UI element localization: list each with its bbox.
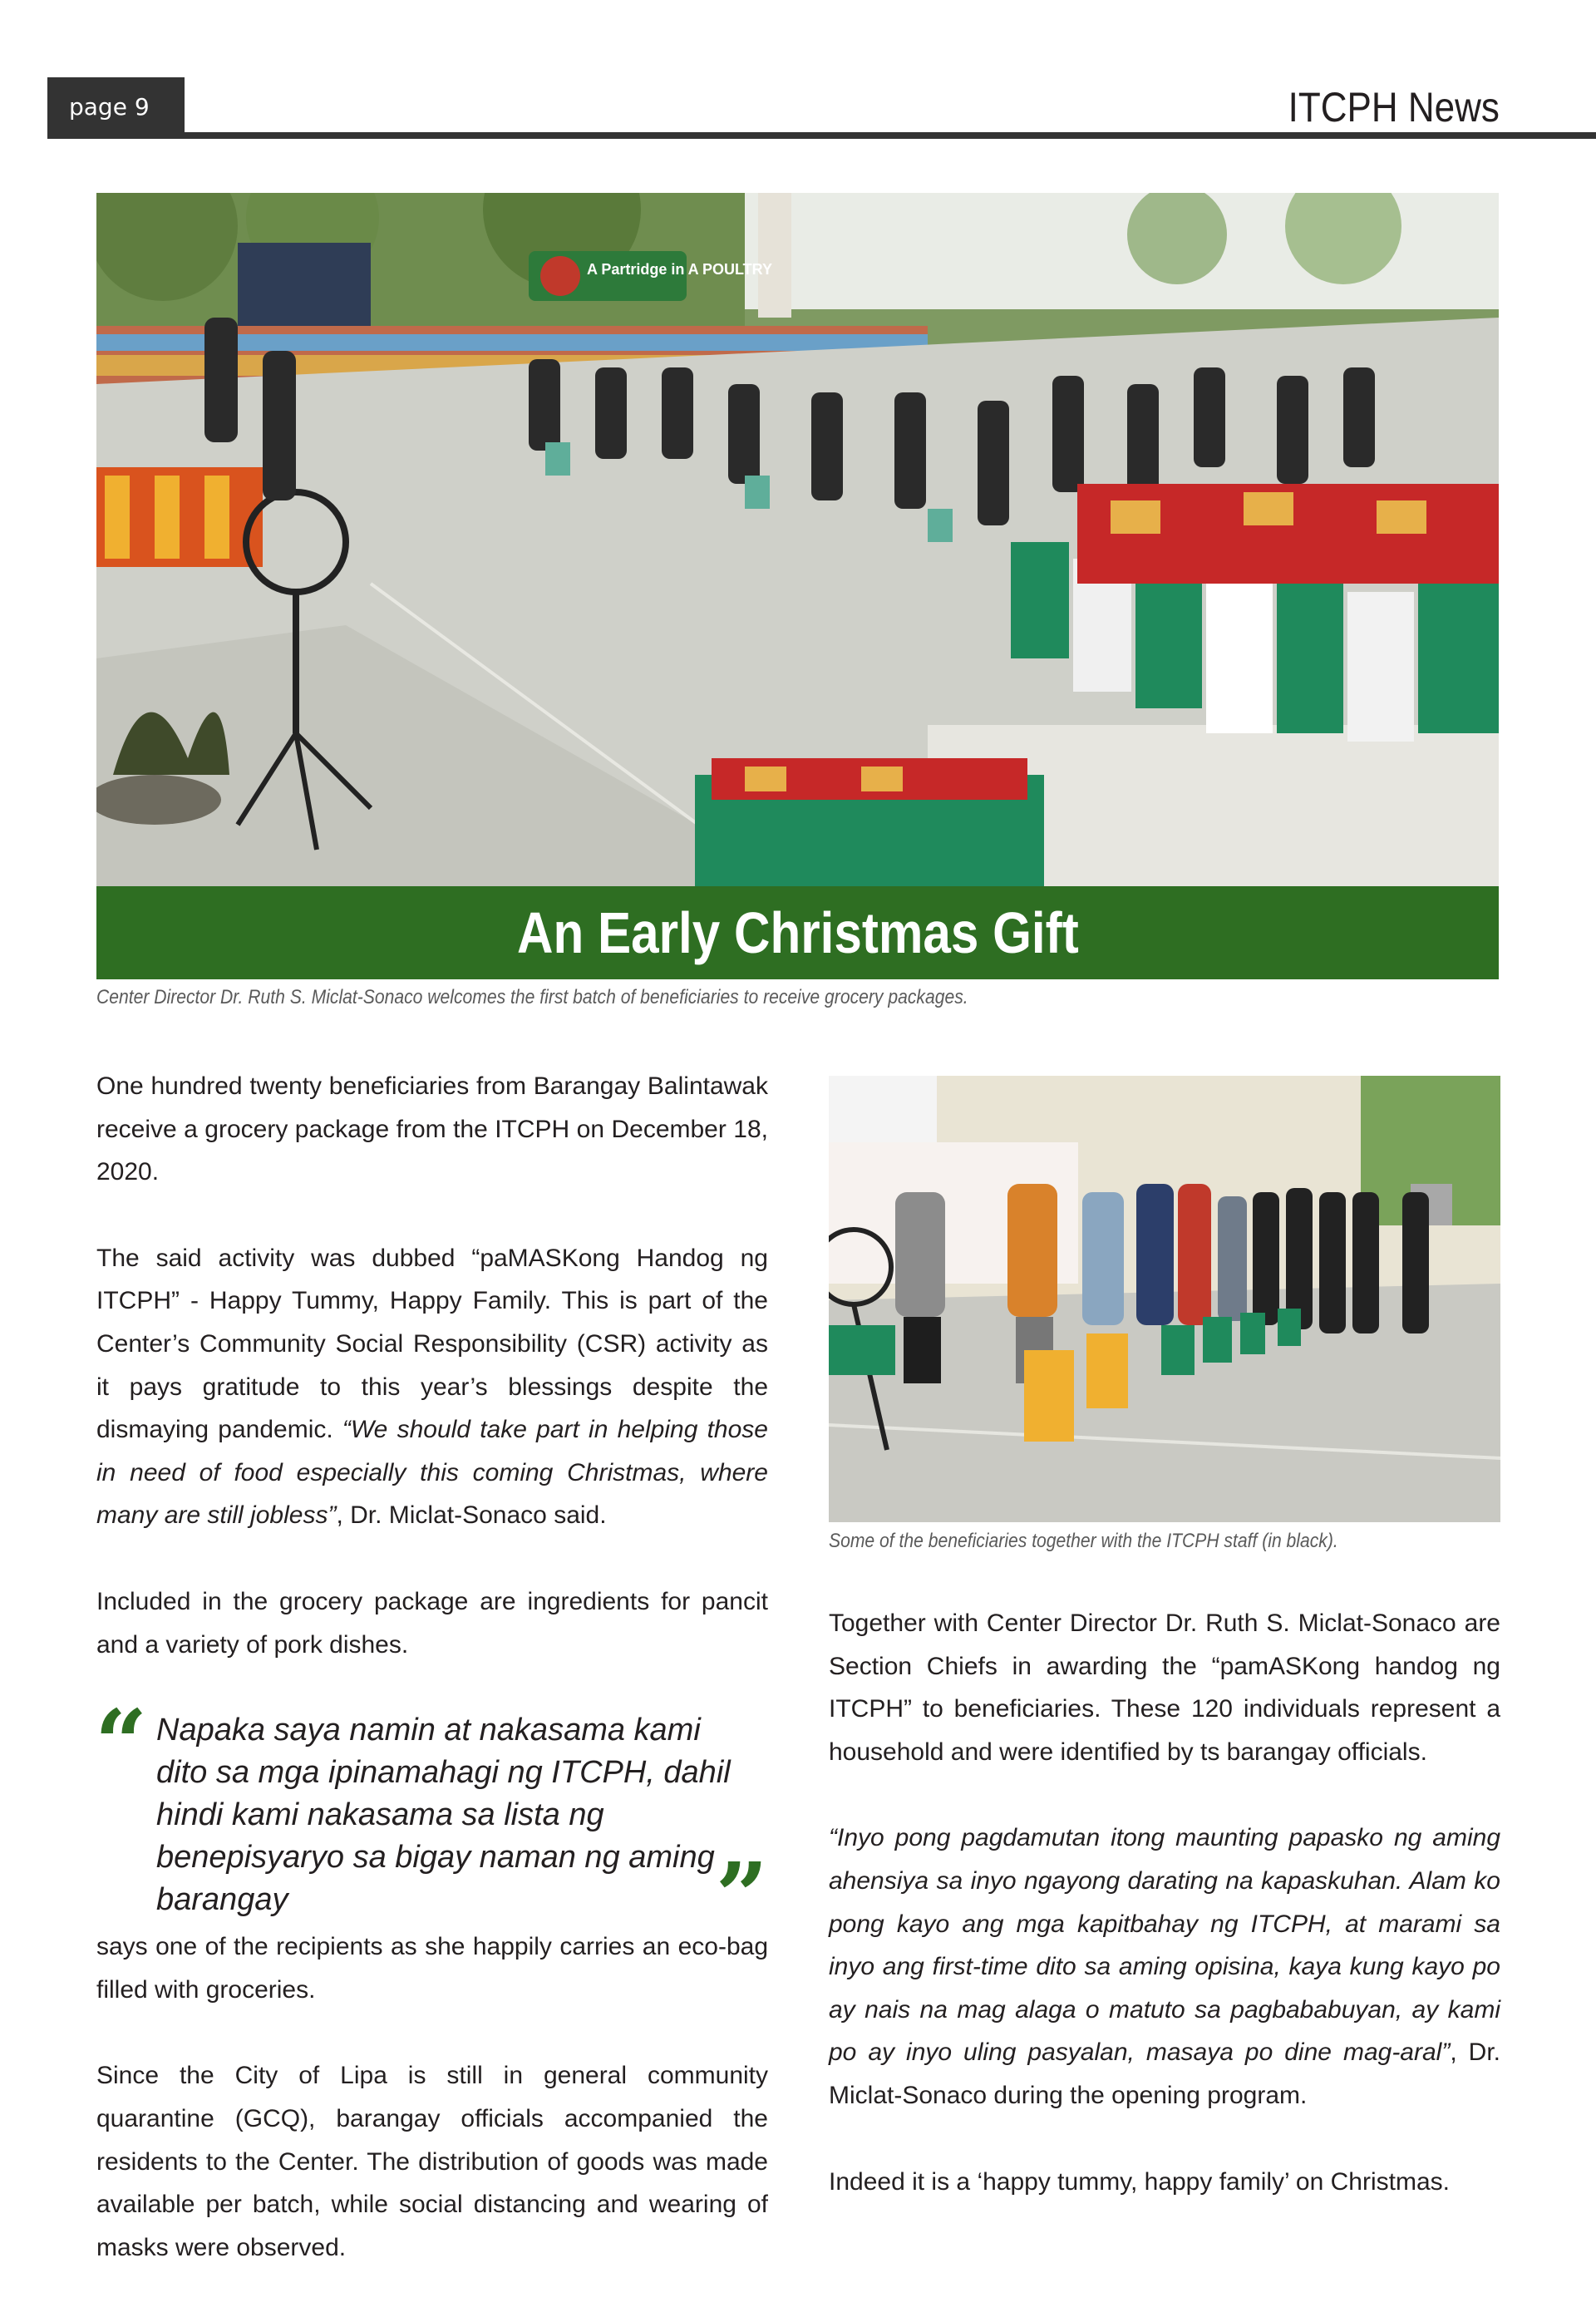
article-headline: An Early Christmas Gift bbox=[516, 900, 1079, 965]
paragraph-2-tail: , Dr. Miclat-Sonaco said. bbox=[336, 1501, 607, 1530]
article-right-column bbox=[829, 1602, 1500, 2246]
close-quote-icon: ” bbox=[715, 1842, 768, 1950]
beneficiaries-photo-illustration bbox=[829, 1076, 1500, 1522]
article-right-paragraph-1: Together with Center Director Dr. Ruth S. Miclat-Sonaco are Section Chiefs in awarding the “pamASKong handog ng ITCPH” to beneficiaries. These 120 individuals represent a household and were identified by ts barangay officials. bbox=[829, 1610, 1500, 1766]
paragraph-2-quote: “We should take part in helping those in need of food especially this coming Christmas, where many are still jobless” bbox=[96, 1416, 768, 1530]
publication-title: ITCPH News bbox=[1288, 84, 1500, 131]
pull-quote bbox=[95, 1689, 768, 1950]
hero-caption: Center Director Dr. Ruth S. Miclat-Sonaco welcomes the first batch of beneficiaries to receive grocery packages. bbox=[96, 986, 968, 1008]
article-paragraph-4: says one of the recipients as she happily carries an eco-bag filled with groceries. bbox=[96, 1933, 768, 2004]
article-paragraph-2 bbox=[96, 1237, 768, 1537]
hero-sign-text: A Partridge in A POULTRY bbox=[587, 261, 773, 278]
open-quote-icon: “ bbox=[95, 1689, 148, 1797]
article-right-paragraph-2 bbox=[829, 1817, 1500, 2117]
paragraph-2-lead: The said activity was dubbed “paMASKong Handog ng ITCPH” - Happy Tummy, Happy Family. This is part of the Center’s Community Social Responsibility (CSR) activity as it pays gratitude to this year’s blessings despite the dismaying pandemic. bbox=[96, 1244, 768, 1444]
beneficiaries-caption: Some of the beneficiaries together with the ITCPH staff (in black). bbox=[829, 1530, 1338, 1552]
article-paragraph-3: Included in the grocery package are ingredients for pancit and a variety of pork dishes. bbox=[96, 1587, 768, 1659]
hero-title-banner bbox=[96, 886, 1499, 979]
article-left-column bbox=[96, 1065, 768, 2312]
article-paragraph-1: One hundred twenty beneficiaries from Barangay Balintawak receive a grocery package from the ITCPH on December 18, 2020. bbox=[96, 1072, 768, 1186]
pull-quote-text: Napaka saya namin at nakasama kami dito sa mga ipinamahagi ng ITCPH, dahil hindi kami nakasama sa lista ng benepisyaryo sa bigay naman ng aming barangay bbox=[156, 1713, 731, 1918]
header-rule bbox=[47, 132, 1596, 139]
article-right-paragraph-3: Indeed it is a ‘happy tummy, happy family’ on Christmas. bbox=[829, 2167, 1450, 2196]
right-paragraph-2-quote: “Inyo pong pagdamutan itong maunting papasko ng aming ahensiya sa inyo ngayong darating na kapaskuhan. Alam ko pong kayo ang mga kapitbahay ng ITCPH, at marami sa inyo ang first-time dito sa aming opisina, kaya kung kayo po ay nais na mag alaga o matuto sa pagbababuyan, ay kami po ay inyo uling pasyalan, masaya po dine mag-aral” bbox=[829, 1824, 1500, 2067]
hero-photo-illustration bbox=[96, 193, 1499, 979]
page-number-tab: page 9 bbox=[47, 77, 185, 137]
right-paragraph-2-tail: , Dr. Miclat-Sonaco during the opening program. bbox=[829, 2038, 1500, 2109]
hero-photo bbox=[96, 193, 1499, 979]
article-paragraph-5: Since the City of Lipa is still in general community quarantine (GCQ), barangay officials accompanied the residents to the Center. The distribution of goods was made available per batch, while social distancing and wearing of masks were observed. bbox=[96, 2062, 768, 2261]
beneficiaries-photo bbox=[829, 1076, 1500, 1522]
